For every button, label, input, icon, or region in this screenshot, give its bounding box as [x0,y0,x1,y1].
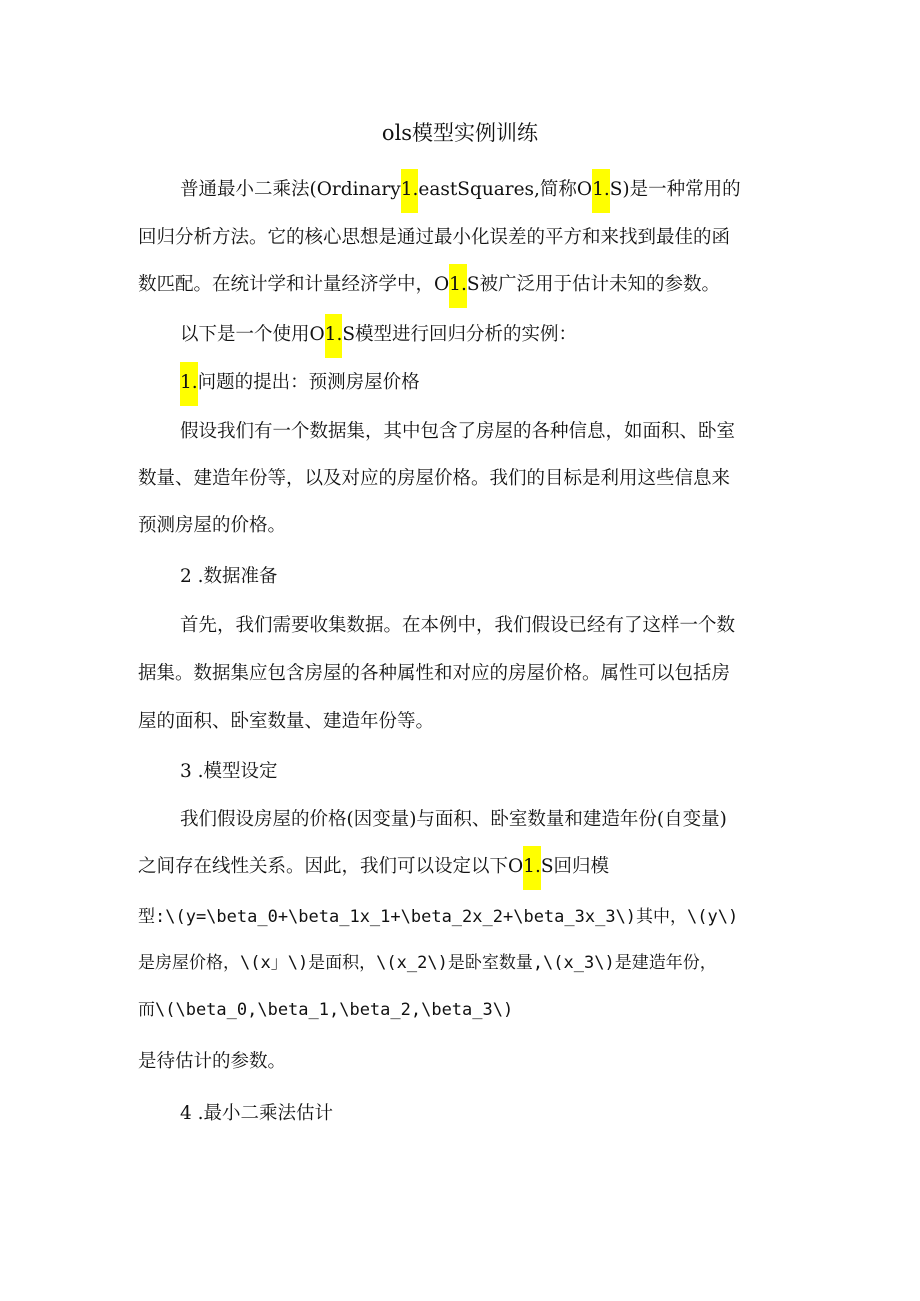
section-3-heading: 3 .模型设定 [180,761,278,782]
text: 问题的提出：预测房屋价格 [197,372,420,393]
paragraph-3-line-1: 假设我们有一个数据集，其中包含了房屋的各种信息，如面积、卧室 [180,421,736,442]
document-title: ols模型实例训练 [381,121,539,145]
section-1-heading [180,368,830,398]
highlighted-text: 1. [180,362,198,406]
section-4-heading: 4 .最小二乘法估计 [180,1103,334,1124]
highlighted-text: 1. [325,314,343,358]
highlighted-text: 1. [523,846,541,890]
paragraph-5-line-6: 是待估计的参数。 [138,1051,287,1072]
paragraph-4-line-3: 屋的面积、卧室数量、建造年份等。 [138,711,435,732]
paragraph-5-line-2 [138,852,788,882]
text: S回归模 [540,856,610,877]
paragraph-5-line-4: 是房屋价格，\(x」\)是面积，\(x_2\)是卧室数量,\(x_3\)是建造年份， [138,953,717,973]
section-2-heading: 2 .数据准备 [180,566,278,587]
paragraph-2 [180,320,830,350]
formula-line: 型:\(y=\beta_0+\beta_1x_1+\beta_2x_2+\beta_3x_3\)其中，\(y\) [138,907,739,927]
text: 以下是一个使用O [180,324,325,345]
paragraph-1-line-1 [180,175,830,205]
paragraph-3-line-3: 预测房屋的价格。 [138,515,287,536]
paragraph-4-line-1: 首先，我们需要收集数据。在本例中，我们假设已经有了这样一个数 [180,615,736,636]
text: S)是一种常用的 [609,179,741,200]
highlighted-text: 1. [592,169,610,213]
text: 普通最小二乘法(Ordinary [180,179,401,200]
paragraph-4-line-2: 据集。数据集应包含房屋的各种属性和对应的房屋价格。属性可以包括房 [138,663,731,684]
highlighted-text: 1. [401,169,419,213]
text: eastSquares,简称O [418,179,593,200]
text: 之间存在线性关系。因此，我们可以设定以下O [138,856,524,877]
paragraph-3-line-2: 数量、建造年份等，以及对应的房屋价格。我们的目标是利用这些信息来 [138,468,731,489]
text: 数匹配。在统计学和计量经济学中，O [138,274,450,295]
paragraph-5-line-1: 我们假设房屋的价格(因变量)与面积、卧室数量和建造年份(自变量) [180,809,727,830]
paragraph-1-line-3 [138,270,788,300]
text: S被广泛用于估计未知的参数。 [466,274,721,295]
text: S模型进行回归分析的实例： [342,324,578,345]
paragraph-1-line-2: 回归分析方法。它的核心思想是通过最小化误差的平方和来找到最佳的函 [138,227,731,248]
parameters-line: 而\(\beta_0,\beta_1,\beta_2,\beta_3\) [138,1000,514,1020]
highlighted-text: 1. [449,264,467,308]
